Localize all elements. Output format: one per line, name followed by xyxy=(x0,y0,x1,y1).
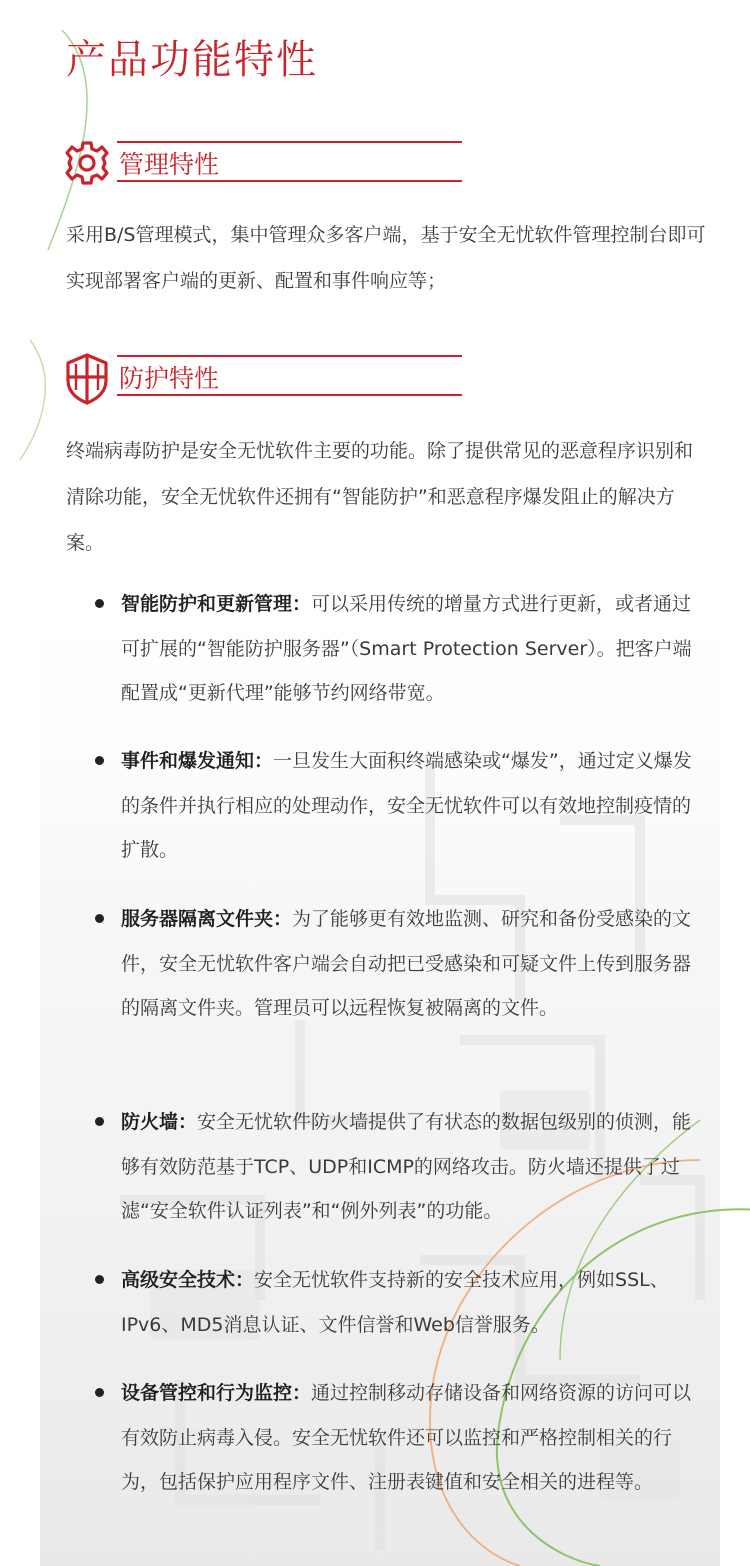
gear-icon xyxy=(62,138,112,192)
section-heading-label: 防护特性 xyxy=(119,364,220,393)
section-heading-protection xyxy=(62,352,407,406)
page-title: 产品功能特性 xyxy=(66,37,318,83)
bullet-dot xyxy=(95,756,104,765)
list-item xyxy=(90,582,700,716)
shield-icon xyxy=(62,352,112,406)
bullet-dot xyxy=(95,1117,104,1126)
feature-body: 安全无忧软件支持新的安全技术应用，例如SSL、IPv6、MD5消息认证、文件信誉和Web信誉服务。 xyxy=(121,1269,669,1336)
protection-paragraph: 终端病毒防护是安全无忧软件主要的功能。除了提供常见的恶意程序识别和清除功能，安全无忧软件还拥有“智能防护”和恶意程序爆发阻止的解决方案。 xyxy=(66,440,694,554)
feature-body: 安全无忧软件防火墙提供了有状态的数据包级别的侦测，能够有效防范基于TCP、UDP和ICMP的网络攻击。防火墙还提供了过滤“安全软件认证列表”和“例外列表”的功能。 xyxy=(121,1111,692,1222)
feature-title: 事件和爆发通知： xyxy=(121,750,274,772)
feature-body: 为了能够更有效地监测、研究和备份受感染的文件，安全无忧软件客户端会自动把已受感染和可疑文件上传到服务器的隔离文件夹。管理员可以远程恢复被隔离的文件。 xyxy=(121,908,692,1019)
bullet-dot xyxy=(95,1275,104,1284)
list-item xyxy=(90,897,700,1031)
feature-title: 防火墙： xyxy=(121,1111,198,1133)
section-heading-label: 管理特性 xyxy=(119,150,220,179)
bullet-dot xyxy=(95,914,104,923)
feature-body: 一旦发生大面积终端感染或“爆发”，通过定义爆发的条件并执行相应的处理动作，安全无忧软件可以有效地控制疫情的扩散。 xyxy=(121,750,692,861)
bullet-dot xyxy=(95,599,104,608)
feature-title: 服务器隔离文件夹： xyxy=(121,908,293,930)
list-item xyxy=(90,1371,700,1505)
feature-body: 可以采用传统的增量方式进行更新，或者通过可扩展的“智能防护服务器”（Smart Protection Server）。把客户端配置成“更新代理”能够节约网络带宽。 xyxy=(121,593,692,704)
bullet-dot xyxy=(95,1388,104,1397)
feature-title: 设备管控和行为监控： xyxy=(121,1382,312,1404)
list-item xyxy=(90,1100,700,1234)
feature-title: 高级安全技术： xyxy=(121,1269,255,1291)
list-item xyxy=(90,1258,700,1347)
section-heading-management xyxy=(62,138,407,192)
list-item xyxy=(90,739,700,873)
feature-title: 智能防护和更新管理： xyxy=(121,593,312,615)
management-paragraph: 采用B/S管理模式，集中管理众多客户端，基于安全无忧软件管理控制台即可实现部署客户端的更新、配置和事件响应等； xyxy=(66,224,706,292)
feature-body: 通过控制移动存储设备和网络资源的访问可以有效防止病毒入侵。安全无忧软件还可以监控和严格控制相关的行为，包括保护应用程序文件、注册表键值和安全相关的进程等。 xyxy=(121,1382,692,1493)
